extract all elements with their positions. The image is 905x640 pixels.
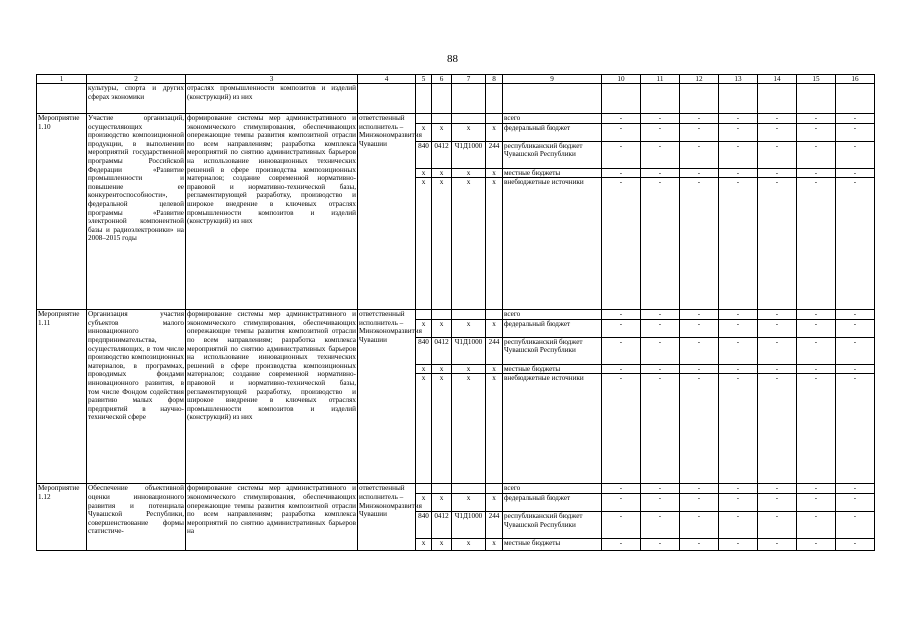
budget-row: [37, 484, 875, 494]
empty-cell: [358, 84, 416, 114]
code-expense-type: x: [486, 319, 503, 337]
year-value: -: [680, 123, 719, 141]
code-section: x: [432, 374, 452, 484]
year-value: -: [797, 123, 836, 141]
funding-source: внебюджетные источники: [503, 178, 602, 310]
year-value: -: [641, 141, 680, 168]
year-value: -: [602, 168, 641, 178]
page-number: 88: [447, 53, 458, 65]
code-section: x: [432, 493, 452, 511]
code-target-article: [452, 484, 486, 494]
column-number: 16: [836, 75, 875, 84]
empty-cell: [680, 84, 719, 114]
year-value: -: [719, 141, 758, 168]
funding-source: республиканский бюджет Чувашской Республики: [503, 511, 602, 538]
code-expense-type: x: [486, 493, 503, 511]
measure-id: Мероприятие 1.12: [37, 484, 87, 551]
year-value: -: [641, 374, 680, 484]
year-value: -: [680, 168, 719, 178]
year-value: -: [602, 364, 641, 374]
year-value: -: [797, 484, 836, 494]
code-target-article: [452, 310, 486, 320]
code-grbs: [416, 484, 432, 494]
empty-cell: [37, 84, 87, 114]
column-number: 5: [416, 75, 432, 84]
year-value: -: [836, 114, 875, 124]
code-expense-type: 244: [486, 337, 503, 364]
year-value: -: [602, 310, 641, 320]
code-section: 0412: [432, 141, 452, 168]
continuation-row: [37, 84, 875, 114]
year-value: -: [680, 141, 719, 168]
code-expense-type: x: [486, 168, 503, 178]
code-grbs: x: [416, 374, 432, 484]
code-expense-type: x: [486, 123, 503, 141]
year-value: -: [602, 538, 641, 550]
year-value: -: [758, 141, 797, 168]
funding-source: местные бюджеты: [503, 168, 602, 178]
code-grbs: x: [416, 538, 432, 550]
year-value: -: [797, 114, 836, 124]
code-target-article: x: [452, 364, 486, 374]
year-value: -: [719, 493, 758, 511]
code-target-article: x: [452, 538, 486, 550]
year-value: -: [641, 168, 680, 178]
year-value: -: [641, 310, 680, 320]
empty-cell: [602, 84, 641, 114]
code-grbs: x: [416, 493, 432, 511]
year-value: -: [758, 511, 797, 538]
column-number: 4: [358, 75, 416, 84]
year-value: -: [836, 493, 875, 511]
code-expense-type: 244: [486, 141, 503, 168]
column-number: 15: [797, 75, 836, 84]
measure-goal: формирование системы мер административного и экономического стимулирования, обеспечивающих опережающие темпы развития композитной отрасли по всем направлениям; разработка комплекса мероприятий по снятию административных барьеров на использование инновационных технических решений в сфере производства композиционных материалов; создание современной нормативно-правовой и нормативно-технической базы, регламентирующей разработку, производство и широкое внедрение в ключевых отраслях промышленности композитов и изделий (конструкций) из них: [186, 114, 358, 310]
code-section: x: [432, 538, 452, 550]
code-target-article: x: [452, 123, 486, 141]
year-value: -: [641, 123, 680, 141]
year-value: -: [680, 114, 719, 124]
budget-row: [37, 114, 875, 124]
year-value: -: [797, 364, 836, 374]
code-target-article: Ч1Д1000: [452, 337, 486, 364]
year-value: -: [641, 178, 680, 310]
year-value: -: [641, 484, 680, 494]
continuation-text: отраслях промышленности композитов и изделий (конструкций) из них: [186, 84, 358, 114]
year-value: -: [602, 337, 641, 364]
year-value: -: [602, 374, 641, 484]
measure-goal: формирование системы мер административного и экономического стимулирования, обеспечивающих опережающие темпы развития композитной отрасли по всем направлениям; разработка комплекса мероприятий по снятию административных барьеров на: [186, 484, 358, 551]
year-value: -: [797, 178, 836, 310]
funding-source: внебюджетные источники: [503, 374, 602, 484]
year-value: -: [836, 123, 875, 141]
responsible-executor: ответственный исполнитель – Минэкономразвития Чувашии: [358, 310, 416, 484]
year-value: -: [758, 319, 797, 337]
funding-source: всего: [503, 310, 602, 320]
column-number: 12: [680, 75, 719, 84]
year-value: -: [680, 337, 719, 364]
code-section: [432, 484, 452, 494]
year-value: -: [641, 319, 680, 337]
measure-goal: формирование системы мер административного и экономического стимулирования, обеспечивающих опережающие темпы развития композитной отрасли по всем направлениям; разработка комплекса мероприятий по снятию административных барьеров на использование инновационных технических решений в сфере производства композиционных материалов; создание современной нормативно-правовой и нормативно-технической базы, регламентирующей разработку, производство и широкое внедрение в ключевых отраслях промышленности композитов и изделий (конструкций) из них: [186, 310, 358, 484]
year-value: -: [680, 319, 719, 337]
year-value: -: [719, 337, 758, 364]
year-value: -: [797, 538, 836, 550]
code-target-article: Ч1Д1000: [452, 511, 486, 538]
year-value: -: [836, 374, 875, 484]
year-value: -: [719, 374, 758, 484]
funding-source: местные бюджеты: [503, 364, 602, 374]
code-section: x: [432, 178, 452, 310]
year-value: -: [641, 114, 680, 124]
column-number: 6: [432, 75, 452, 84]
year-value: -: [602, 114, 641, 124]
funding-source: всего: [503, 484, 602, 494]
code-expense-type: [486, 114, 503, 124]
code-grbs: x: [416, 123, 432, 141]
responsible-executor: ответственный исполнитель – Минэкономразвития Чувашии: [358, 484, 416, 551]
year-value: -: [719, 114, 758, 124]
empty-cell: [719, 84, 758, 114]
year-value: -: [680, 310, 719, 320]
column-number: 3: [186, 75, 358, 84]
year-value: -: [797, 141, 836, 168]
year-value: -: [797, 168, 836, 178]
year-value: -: [836, 511, 875, 538]
year-value: -: [836, 168, 875, 178]
code-section: x: [432, 364, 452, 374]
budget-table: [36, 74, 875, 551]
year-value: -: [758, 168, 797, 178]
code-grbs: 840: [416, 511, 432, 538]
year-value: -: [797, 374, 836, 484]
year-value: -: [602, 319, 641, 337]
year-value: -: [758, 374, 797, 484]
year-value: -: [758, 364, 797, 374]
column-number: 14: [758, 75, 797, 84]
column-number: 7: [452, 75, 486, 84]
year-value: -: [602, 511, 641, 538]
year-value: -: [758, 484, 797, 494]
year-value: -: [758, 178, 797, 310]
code-expense-type: x: [486, 374, 503, 484]
code-section: x: [432, 123, 452, 141]
empty-cell: [836, 84, 875, 114]
empty-cell: [797, 84, 836, 114]
measure-title: Обеспечение объективной оценки инновационного развития и потенциала Чувашской Республики, совершенствование формы статистиче-: [87, 484, 186, 551]
year-value: -: [719, 168, 758, 178]
year-value: -: [836, 337, 875, 364]
funding-source: республиканский бюджет Чувашской Республики: [503, 337, 602, 364]
year-value: -: [797, 493, 836, 511]
empty-cell: [432, 84, 452, 114]
funding-source: федеральный бюджет: [503, 123, 602, 141]
year-value: -: [602, 493, 641, 511]
year-value: -: [680, 374, 719, 484]
year-value: -: [719, 123, 758, 141]
code-grbs: [416, 114, 432, 124]
funding-source: федеральный бюджет: [503, 319, 602, 337]
year-value: -: [797, 310, 836, 320]
code-section: x: [432, 319, 452, 337]
year-value: -: [602, 484, 641, 494]
year-value: -: [602, 123, 641, 141]
year-value: -: [836, 484, 875, 494]
year-value: -: [758, 337, 797, 364]
year-value: -: [758, 310, 797, 320]
year-value: -: [797, 337, 836, 364]
measure-id: Мероприятие 1.10: [37, 114, 87, 310]
year-value: -: [641, 337, 680, 364]
year-value: -: [641, 364, 680, 374]
code-section: [432, 114, 452, 124]
code-section: x: [432, 168, 452, 178]
column-number: 1: [37, 75, 87, 84]
year-value: -: [836, 538, 875, 550]
empty-cell: [486, 84, 503, 114]
column-number: 2: [87, 75, 186, 84]
code-grbs: x: [416, 319, 432, 337]
measure-title: Организация участия субъектов малого инновационного предпринимательства, осуществляющих, в том числе производство композиционных материалов, в программах, проводимых фондами инновационного развития, в том числе Фондом содействия развитию малых форм предприятий в научно-технической сфере: [87, 310, 186, 484]
code-section: 0412: [432, 337, 452, 364]
column-number: 9: [503, 75, 602, 84]
year-value: -: [641, 538, 680, 550]
code-target-article: x: [452, 374, 486, 484]
year-value: -: [680, 178, 719, 310]
year-value: -: [719, 484, 758, 494]
year-value: -: [680, 484, 719, 494]
column-number: 13: [719, 75, 758, 84]
year-value: -: [836, 178, 875, 310]
year-value: -: [719, 511, 758, 538]
empty-cell: [452, 84, 486, 114]
code-expense-type: [486, 484, 503, 494]
code-grbs: x: [416, 364, 432, 374]
budget-row: [37, 310, 875, 320]
code-target-article: [452, 114, 486, 124]
code-section: 0412: [432, 511, 452, 538]
year-value: -: [758, 538, 797, 550]
code-grbs: 840: [416, 141, 432, 168]
year-value: -: [836, 319, 875, 337]
year-value: -: [680, 364, 719, 374]
code-grbs: x: [416, 178, 432, 310]
year-value: -: [758, 493, 797, 511]
empty-cell: [416, 84, 432, 114]
code-target-article: x: [452, 178, 486, 310]
year-value: -: [836, 141, 875, 168]
code-expense-type: x: [486, 538, 503, 550]
code-target-article: x: [452, 168, 486, 178]
year-value: -: [641, 493, 680, 511]
measure-id: Мероприятие 1.11: [37, 310, 87, 484]
empty-cell: [503, 84, 602, 114]
year-value: -: [719, 178, 758, 310]
year-value: -: [680, 511, 719, 538]
funding-source: всего: [503, 114, 602, 124]
code-grbs: 840: [416, 337, 432, 364]
year-value: -: [836, 310, 875, 320]
year-value: -: [719, 310, 758, 320]
year-value: -: [797, 319, 836, 337]
year-value: -: [602, 178, 641, 310]
year-value: -: [719, 364, 758, 374]
code-expense-type: x: [486, 364, 503, 374]
year-value: -: [680, 493, 719, 511]
column-number-row: [37, 75, 875, 84]
year-value: -: [602, 141, 641, 168]
measure-title: Участие организаций, осуществляющих производство композиционной продукции, в выполнении мероприятий государственной программы Российской Федерации «Развитие промышленности и повышение ее конкурентоспособности», федеральной целевой программы «Развитие электронной компонентной базы и радиоэлектроники» на 2008–2015 годы: [87, 114, 186, 310]
year-value: -: [758, 123, 797, 141]
year-value: -: [719, 538, 758, 550]
column-number: 8: [486, 75, 503, 84]
empty-cell: [641, 84, 680, 114]
code-expense-type: x: [486, 178, 503, 310]
responsible-executor: ответственный исполнитель – Минэкономразвития Чувашии: [358, 114, 416, 310]
code-expense-type: [486, 310, 503, 320]
code-target-article: Ч1Д1000: [452, 141, 486, 168]
year-value: -: [797, 511, 836, 538]
column-number: 10: [602, 75, 641, 84]
code-grbs: x: [416, 168, 432, 178]
year-value: -: [758, 114, 797, 124]
column-number: 11: [641, 75, 680, 84]
funding-source: федеральный бюджет: [503, 493, 602, 511]
code-target-article: x: [452, 493, 486, 511]
code-target-article: x: [452, 319, 486, 337]
year-value: -: [836, 364, 875, 374]
empty-cell: [758, 84, 797, 114]
funding-source: республиканский бюджет Чувашской Республики: [503, 141, 602, 168]
year-value: -: [719, 319, 758, 337]
funding-source: местные бюджеты: [503, 538, 602, 550]
year-value: -: [680, 538, 719, 550]
continuation-text: культуры, спорта и других сферах экономики: [87, 84, 186, 114]
code-section: [432, 310, 452, 320]
code-grbs: [416, 310, 432, 320]
year-value: -: [641, 511, 680, 538]
code-expense-type: 244: [486, 511, 503, 538]
